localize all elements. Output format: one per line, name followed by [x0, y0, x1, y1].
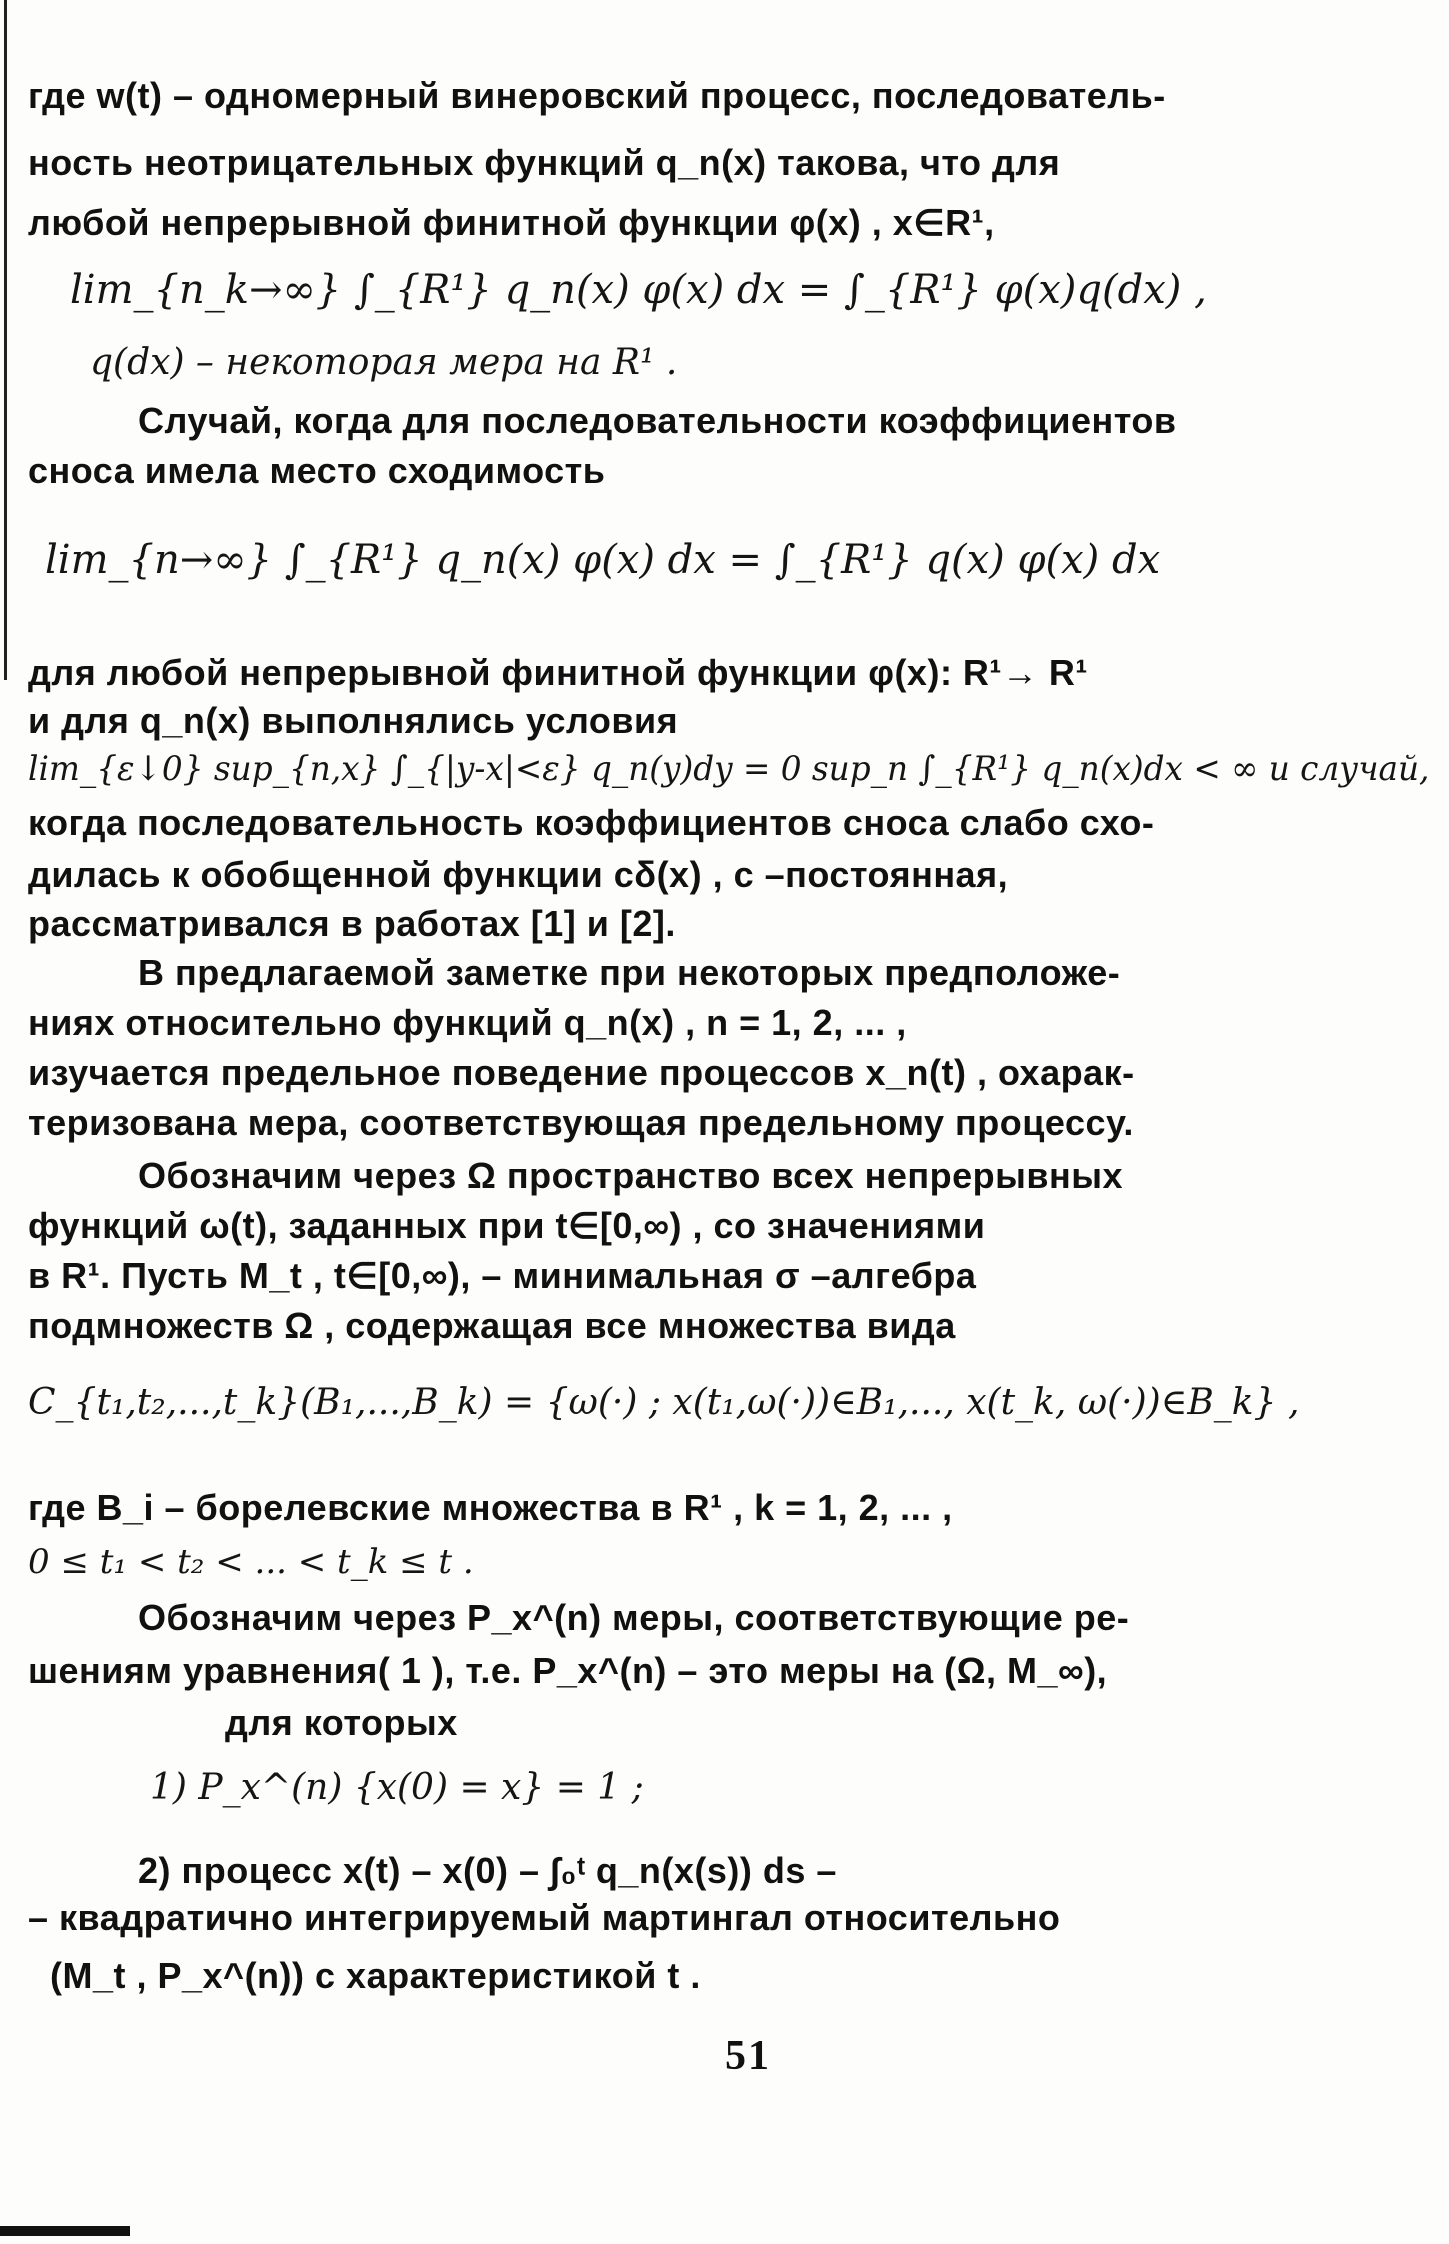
- text-line: когда последовательность коэффициентов сноса слабо схо-: [28, 802, 1155, 843]
- text-line: где w(t) – одномерный винеровский процесс, последователь-: [28, 75, 1166, 116]
- text-line: в R¹. Пусть M_t , t∈[0,∞), – минимальная σ –алгебра: [28, 1255, 977, 1296]
- text-line: для которых: [225, 1702, 458, 1743]
- text-line: Обозначим через P_x^(n) меры, соответствующие ре-: [138, 1597, 1130, 1638]
- text-line: для любой непрерывной финитной функции φ(x): R¹→ R¹: [28, 652, 1088, 693]
- text-line: где B_i – борелевские множества в R¹ , k = 1, 2, ... ,: [28, 1487, 953, 1528]
- text-line: ниях относительно функций q_n(x) , n = 1, 2, ... ,: [28, 1002, 907, 1043]
- text-line: рассматривался в работах [1] и [2].: [28, 903, 676, 944]
- text-line: 2) процесс x(t) – x(0) – ∫₀ᵗ q_n(x(s)) ds –: [138, 1850, 837, 1891]
- formula-measure: q(dx) – некоторая мера на R¹ .: [90, 342, 678, 383]
- text-line: и для q_n(x) выполнялись условия: [28, 700, 679, 741]
- formula-limit: lim_{n_k→∞} ∫_{R¹} q_n(x) φ(x) dx = ∫_{R¹} φ(x)q(dx) ,: [70, 267, 1207, 313]
- text-line: ность неотрицательных функций q_n(x) такова, что для: [28, 142, 1061, 183]
- text-line: – квадратично интегрируемый мартингал относительно: [28, 1897, 1061, 1938]
- text-line: В предлагаемой заметке при некоторых предположе-: [138, 952, 1121, 993]
- left-margin-rule: [4, 0, 7, 680]
- text-line: функций ω(t), заданных при t∈[0,∞) , со значениями: [28, 1205, 986, 1246]
- scan-edge-mark: [0, 2226, 130, 2236]
- formula-cylinder-set: C_{t₁,t₂,...,t_k}(B₁,...,B_k) = {ω(·) ; x(t₁,ω(·))∈B₁,..., x(t_k, ω(·))∈B_k} ,: [28, 1382, 1300, 1423]
- text-line: Обозначим через Ω пространство всех непрерывных: [138, 1155, 1124, 1196]
- formula-time-order: 0 ≤ t₁ < t₂ < ... < t_k ≤ t .: [28, 1542, 474, 1582]
- text-line: Случай, когда для последовательности коэффициентов: [138, 400, 1177, 441]
- text-line: теризована мера, соответствующая предельному процессу.: [28, 1102, 1134, 1143]
- page-number: 51: [725, 2033, 771, 2079]
- formula-convergence: lim_{n→∞} ∫_{R¹} q_n(x) φ(x) dx = ∫_{R¹} q(x) φ(x) dx: [45, 537, 1161, 583]
- text-line: сноса имела место сходимость: [28, 450, 606, 491]
- text-line: шениям уравнения( 1 ), т.е. P_x^(n) – это меры на (Ω, M_∞),: [28, 1650, 1108, 1691]
- text-line: (M_t , P_x^(n)) с характеристикой t .: [50, 1955, 701, 1996]
- text-line: изучается предельное поведение процессов x_n(t) , охарак-: [28, 1052, 1135, 1093]
- text-line: подмножеств Ω , содержащая все множества вида: [28, 1305, 956, 1346]
- text-line: дилась к обобщенной функции cδ(x) , c –постоянная,: [28, 854, 1009, 895]
- formula-conditions: lim_{ε↓0} sup_{n,x} ∫_{|y-x|<ε} q_n(y)dy = 0 sup_n ∫_{R¹} q_n(x)dx < ∞ и случай,: [28, 749, 1430, 789]
- formula-initial-condition: 1) P_x^(n) {x(0) = x} = 1 ;: [150, 1767, 644, 1808]
- text-line: любой непрерывной финитной функции φ(x) , x∈R¹,: [28, 202, 995, 243]
